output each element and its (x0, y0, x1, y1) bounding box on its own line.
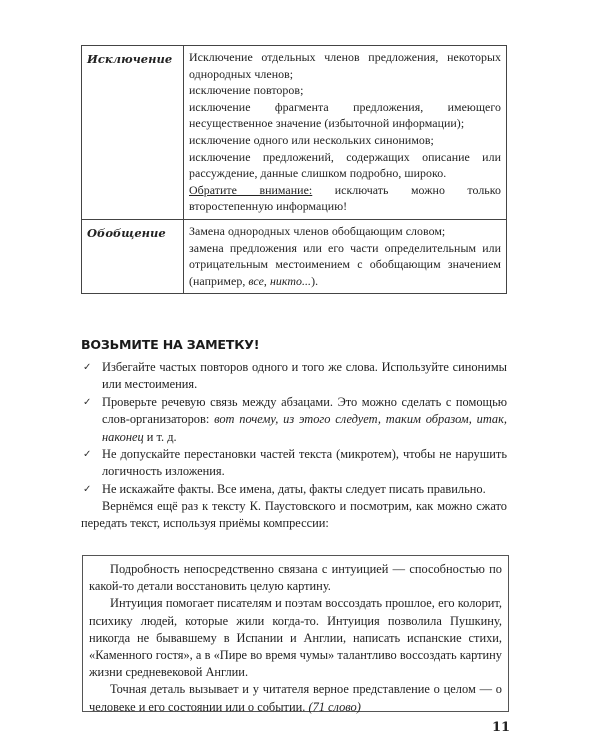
text-span: замена предложения или его части определительным или отрицательным местоимением с обобщающим значением (например, (189, 240, 501, 288)
quote-paragraph: Подробность непосредственно связана с интуицией — способностью по какой-то детали восстановить целую картину. (89, 562, 502, 594)
list-item (81, 481, 507, 498)
text-span: , (263, 273, 270, 288)
example-word: все (248, 273, 264, 288)
compressed-text-box (82, 555, 509, 712)
item-text: Не допускайте перестановки частей текста (микротем), чтобы не нарушить логичность изложения. (102, 447, 507, 479)
row-description (184, 219, 507, 293)
compression-methods-table (81, 45, 507, 294)
attention-label: Обратите внимание: (189, 182, 313, 197)
attention-note (189, 182, 501, 215)
list-item (81, 446, 507, 481)
table-line: Исключение отдельных членов предложения, некоторых однородных членов; (189, 50, 501, 81)
text-span: ). (311, 273, 319, 288)
example-word: никто... (269, 273, 312, 288)
checkmark-icon: ✓ (83, 483, 92, 495)
quote-text: Точная деталь вызывает и у читателя верное представление о целом — о человеке и его состоянии или о событии. (89, 682, 502, 714)
table-line: исключение одного или нескольких синонимов; (189, 132, 434, 147)
table-line: исключение предложений, содержащих описание или рассуждение, данные слишком подробно, широко. (189, 149, 501, 181)
table-line: исключение повторов; (189, 83, 304, 98)
intro-paragraph: Вернёмся ещё раз к тексту К. Паустовского и посмотрим, как можно сжато передать текст, используя приёмы компрессии: (81, 499, 507, 531)
table-line (189, 240, 501, 290)
row-label: Исключение (82, 46, 184, 220)
row-description (184, 46, 507, 220)
table-row (82, 219, 507, 293)
item-text-after: и т. д. (143, 429, 177, 444)
item-text: Проверьте речевую связь между абзацами. Это можно сделать с помощью слов-организаторов: (102, 394, 507, 427)
word-count: (71 слово) (308, 699, 361, 714)
attention-text: исключать можно только второстепенную информацию! (189, 182, 501, 214)
checkmark-icon: ✓ (83, 396, 92, 408)
item-italic-examples: вот почему, из этого следует, таким образом, итак, наконец (102, 412, 508, 444)
list-item (81, 394, 507, 446)
table-line: Замена однородных членов обобщающим словом; (189, 223, 446, 238)
checkmark-icon: ✓ (83, 449, 92, 461)
page-number: 11 (492, 720, 511, 735)
note-heading: ВОЗЬМИТЕ НА ЗАМЕТКУ! (81, 337, 260, 352)
quote-paragraph (89, 681, 502, 715)
table-line: исключение фрагмента предложения, имеющего несущественное значение (избыточной информации); (189, 99, 501, 131)
table-row (82, 46, 507, 220)
item-text: Не искажайте факты. Все имена, даты, факты следует писать правильно. (102, 481, 486, 496)
tips-checklist (81, 359, 507, 498)
quote-paragraph: Интуиция помогает писателям и поэтам воссоздать прошлое, его колорит, психику людей, которые жили когда-то. Интуиция позволила Пушкину, никогда не бывавшему в Испании и Англии, написать испанские стихи, «Каменного гостя», а в «Пире во время чумы» талантливо воссоздать картину жизни средневековой Англии. (89, 596, 502, 680)
checkmark-icon: ✓ (83, 362, 92, 373)
list-item (81, 359, 507, 394)
item-text: Избегайте частых повторов одного и того же слова. Используйте синонимы или местоимения. (102, 360, 507, 392)
row-label: Обобщение (82, 219, 184, 293)
